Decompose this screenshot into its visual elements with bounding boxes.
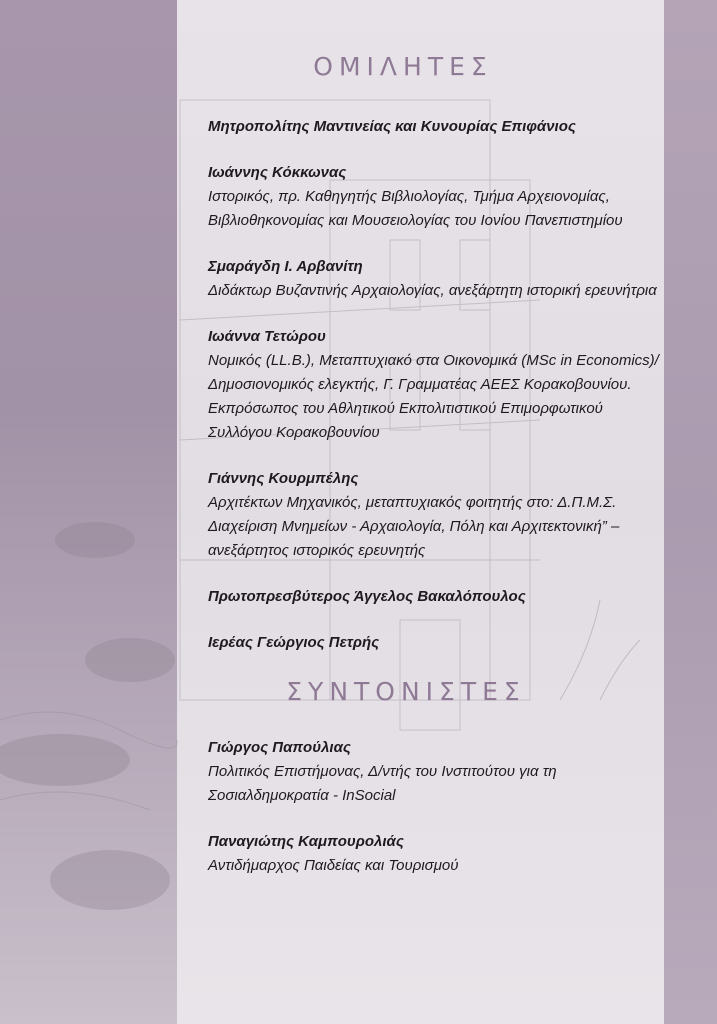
programme-content <box>208 52 668 900</box>
speaker-name: Ιωάννης Κόκκωνας <box>208 164 347 181</box>
speaker-entry <box>208 467 668 563</box>
right-decorative-band <box>664 0 717 1024</box>
moderator-description: Πολιτικός Επιστήμονας, Δ/ντής του Ινστιτούτου για τη Σοσιαλδημοκρατία - InSocial <box>208 763 557 804</box>
speaker-entry <box>208 631 668 655</box>
speaker-entry <box>208 115 668 139</box>
speaker-entry <box>208 585 668 609</box>
moderator-description: Αντιδήμαρχος Παιδείας και Τουρισμού <box>208 857 459 874</box>
speaker-description: Αρχιτέκτων Μηχανικός, μεταπτυχιακός φοιτητής στο: Δ.Π.Μ.Σ. Διαχείριση Μνημείων - Αρχαιολογία, Πόλη και Αρχιτεκτονική” – ανεξάρτητος ιστορικός ερευνητής <box>208 494 620 559</box>
speaker-description: Νομικός (LL.B.), Μεταπτυχιακό στα Οικονομικά (MSc in Economics)/Δημοσιονομικός ελεγκτής, Γ. Γραμματέας ΑΕΕΣ Κορακοβουνίου. Εκπρόσωπος του Αθλητικού Εκπολιτιστικού Επιμορφωτικού Συλλόγου Κορακοβουνίου <box>208 352 659 441</box>
speaker-entry <box>208 161 668 233</box>
speaker-entry <box>208 325 668 445</box>
speaker-entry <box>208 255 668 303</box>
speaker-name: Ιερέας Γεώργιος Πετρής <box>208 634 380 651</box>
speaker-name: Πρωτοπρεσβύτερος Άγγελος Βακαλόπουλος <box>208 588 526 605</box>
moderator-name: Γιώργος Παπούλιας <box>208 739 351 756</box>
speaker-description: Διδάκτωρ Βυζαντινής Αρχαιολογίας, ανεξάρτητη ιστορική ερευνήτρια <box>208 282 657 299</box>
moderator-entry <box>208 736 668 808</box>
moderator-name: Παναγιώτης Καμπουρολιάς <box>208 833 404 850</box>
moderators-heading: ΣΥΝΤΟΝΙΣΤΕΣ <box>286 677 526 706</box>
speakers-heading: ΟΜΙΛΗΤΕΣ <box>313 52 493 81</box>
moderator-entry <box>208 830 668 878</box>
speaker-name: Μητροπολίτης Μαντινείας και Κυνουρίας Επιφάνιος <box>208 118 576 135</box>
speaker-description: Ιστορικός, πρ. Καθηγητής Βιβλιολογίας, Τμήμα Αρχειονομίας, Βιβλιοθηκονομίας και Μουσειολογίας του Ιονίου Πανεπιστημίου <box>208 188 623 229</box>
speaker-name: Σμαράγδη Ι. Αρβανίτη <box>208 258 363 275</box>
speaker-name: Ιωάννα Τετώρου <box>208 328 326 345</box>
left-decorative-band <box>0 0 177 1024</box>
speaker-name: Γιάννης Κουρμπέλης <box>208 470 359 487</box>
